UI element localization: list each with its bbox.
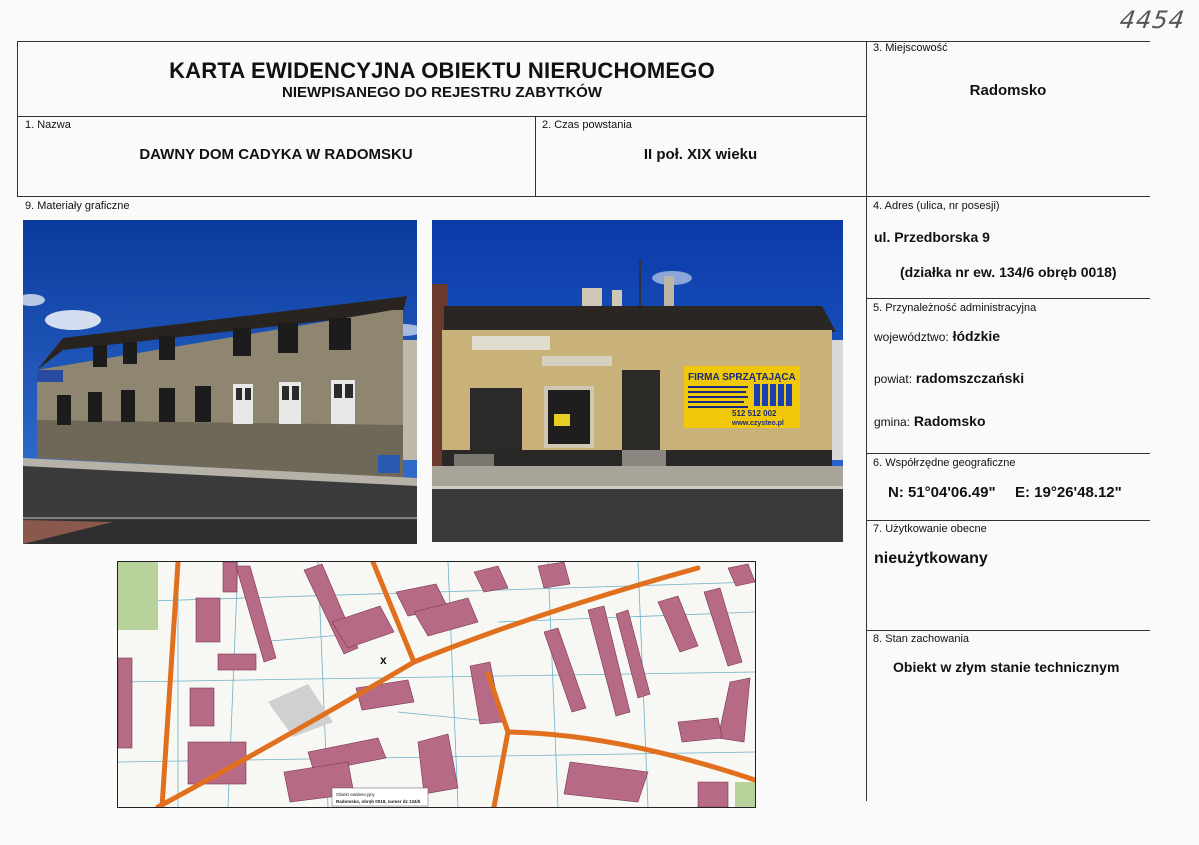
- cadastral-map: [117, 561, 756, 808]
- frame-right-column-divider: [866, 41, 867, 801]
- sign-phone-text: 512 512 002: [732, 409, 777, 418]
- map-object-marker: x: [380, 653, 387, 667]
- frame-line-coords-bottom: [866, 520, 1150, 521]
- photo-front-view: [23, 220, 417, 544]
- frame-line-title-bottom: [17, 116, 866, 117]
- county-value: radomszczański: [915, 370, 1025, 386]
- card-subtitle: NIEWPISANEGO DO REJESTRU ZABYTKÓW: [281, 84, 603, 101]
- commune-value: Radomsko: [913, 413, 986, 429]
- map-caption-location: Radomsko, obręb 0018, numer dz 134/6: [336, 799, 421, 804]
- name-value: DAWNY DOM CADYKA W RADOMSKU: [139, 146, 413, 163]
- county-label: powiat:: [874, 372, 913, 386]
- admin-county-row: [874, 370, 1024, 386]
- frame-line-name-bottom: [17, 196, 1150, 197]
- address-parcel: (działka nr ew. 134/6 obręb 0018): [900, 264, 1117, 280]
- frame-top-line: [17, 41, 1150, 42]
- condition-label: 8. Stan zachowania: [873, 633, 970, 645]
- sign-firm-text: FIRMA SPRZĄTAJĄCA: [688, 372, 796, 383]
- period-label: 2. Czas powstania: [542, 119, 632, 131]
- map-caption-title: Obiekt ewidencyjny: [336, 792, 375, 797]
- admin-label: 5. Przynależność administracyjna: [873, 302, 1037, 314]
- voivodeship-label: województwo:: [874, 330, 949, 344]
- frame-line-usage-bottom: [866, 630, 1150, 631]
- locality-label: 3. Miejscowość: [873, 42, 948, 54]
- condition-value: Obiekt w złym stanie technicznym: [893, 659, 1120, 675]
- graphics-label: 9. Materiały graficzne: [25, 200, 130, 212]
- coords-north: N: 51°04'06.49": [888, 484, 996, 501]
- locality-value: Radomsko: [969, 82, 1047, 99]
- archive-number: 4454: [1118, 6, 1188, 34]
- frame-line-admin-bottom: [866, 453, 1150, 454]
- address-street: ul. Przedborska 9: [874, 229, 990, 245]
- admin-commune-row: [874, 413, 986, 429]
- usage-value: nieużytkowany: [874, 550, 988, 567]
- usage-label: 7. Użytkowanie obecne: [873, 523, 987, 535]
- sign-web-text: www.czysteo.pl: [732, 420, 784, 427]
- photo-street-view: [432, 220, 843, 542]
- card-title: KARTA EWIDENCYJNA OBIEKTU NIERUCHOMEGO: [169, 58, 715, 83]
- commune-label: gmina:: [874, 415, 911, 429]
- frame-line-address-bottom: [866, 298, 1150, 299]
- admin-voivodeship-row: [874, 328, 1000, 344]
- coords-label: 6. Współrzędne geograficzne: [873, 457, 1016, 469]
- address-label: 4. Adres (ulica, nr posesji): [873, 200, 1000, 212]
- coords-east: E: 19°26'48.12": [1015, 484, 1122, 501]
- voivodeship-value: łódzkie: [952, 328, 1001, 344]
- period-value: II poł. XIX wieku: [643, 146, 758, 163]
- name-label: 1. Nazwa: [25, 119, 71, 131]
